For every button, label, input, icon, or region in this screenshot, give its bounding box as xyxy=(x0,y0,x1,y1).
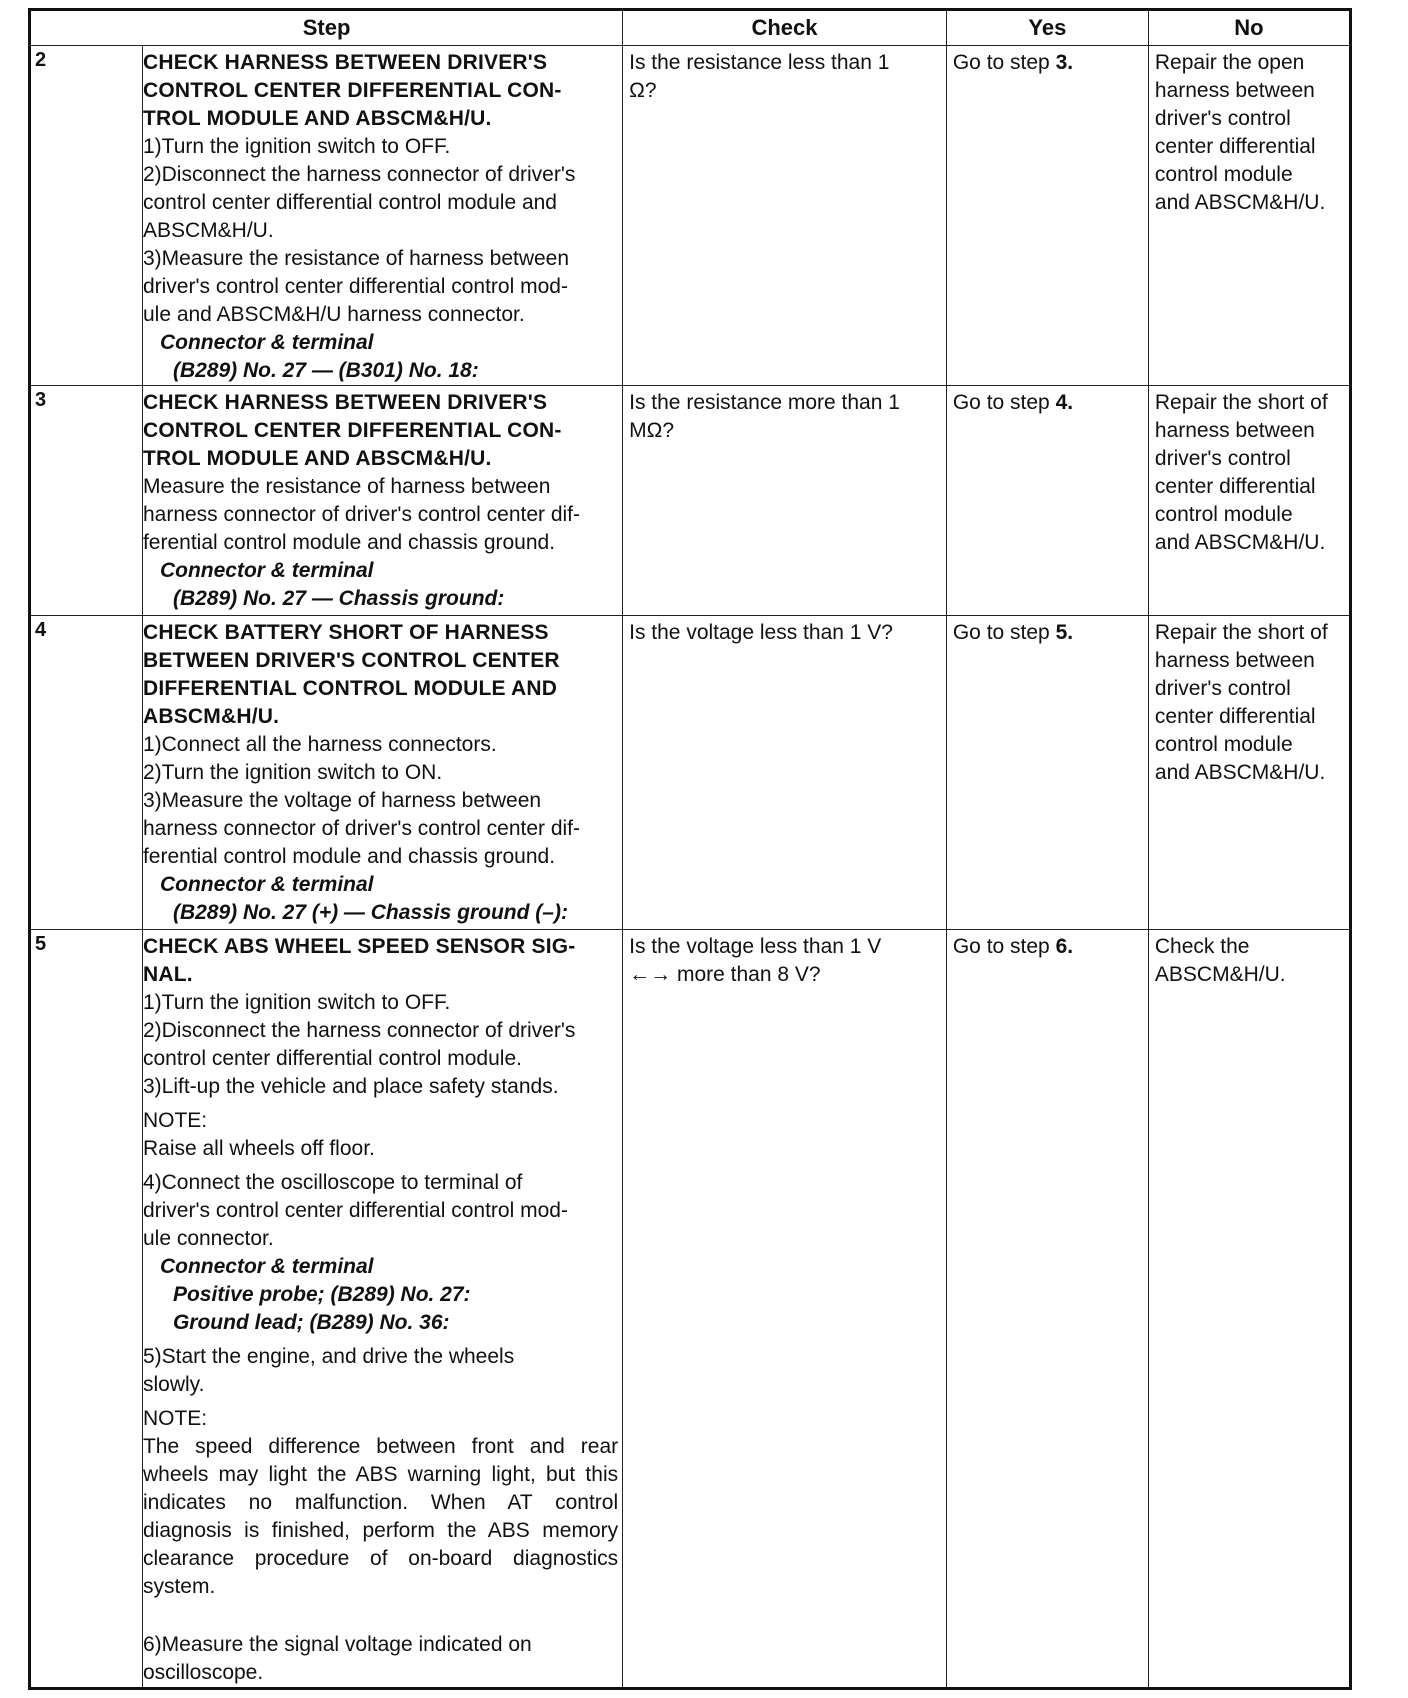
step-text-line: 2)Disconnect the harness connector of driver's xyxy=(142,163,576,186)
step-text-line: 4)Connect the oscilloscope to terminal of xyxy=(142,1171,523,1194)
yes-prefix: Go to step xyxy=(952,51,1056,74)
step-text-line: Measure the resistance of harness between xyxy=(142,475,551,498)
connector-terminal-spec: (B289) No. 27 — (B301) No. 18: xyxy=(172,359,479,382)
step-text-line: ule and ABSCM&H/U harness connector. xyxy=(142,303,525,326)
step-text-line: ferential control module and chassis ground. xyxy=(142,531,556,554)
step-text-line: ABSCM&H/U. xyxy=(142,219,274,242)
step-description xyxy=(142,616,622,930)
step-text-line: driver's control center differential control mod- xyxy=(142,1199,568,1222)
connector-terminal-spec: Positive probe; (B289) No. 27: xyxy=(172,1283,471,1306)
no-line: Check the xyxy=(1154,935,1250,958)
step-text-line: 1)Connect all the harness connectors. xyxy=(142,733,497,756)
connector-terminal-spec: (B289) No. 27 — Chassis ground: xyxy=(172,587,505,610)
step-text-line: 2)Turn the ignition switch to ON. xyxy=(142,761,443,784)
step-title-line: CONTROL CENTER DIFFERENTIAL CON- xyxy=(142,419,562,442)
yes-cell xyxy=(946,386,1148,616)
yes-cell xyxy=(946,616,1148,930)
yes-cell xyxy=(946,930,1148,1689)
no-cell xyxy=(1148,930,1350,1689)
header-no: No xyxy=(1148,10,1350,46)
no-line: Repair the open xyxy=(1154,51,1305,74)
step-title-line: BETWEEN DRIVER'S CONTROL CENTER xyxy=(142,649,560,672)
connector-terminal-label: Connector & terminal xyxy=(159,1255,374,1278)
step-text-line: 1)Turn the ignition switch to OFF. xyxy=(142,991,451,1014)
header-step: Step xyxy=(30,10,623,46)
step-text-line: 6)Measure the signal voltage indicated on xyxy=(142,1633,532,1656)
no-line: and ABSCM&H/U. xyxy=(1154,531,1326,554)
connector-terminal-spec: Ground lead; (B289) No. 36: xyxy=(172,1311,450,1334)
header-check: Check xyxy=(623,10,947,46)
no-line: driver's control xyxy=(1154,677,1291,700)
yes-step-ref: 6. xyxy=(1055,935,1074,958)
step-text-line: control center differential control module. xyxy=(142,1047,522,1070)
connector-terminal-spec: (B289) No. 27 (+) — Chassis ground (–): xyxy=(172,901,568,924)
connector-terminal-label: Connector & terminal xyxy=(159,331,374,354)
no-line: and ABSCM&H/U. xyxy=(1154,191,1326,214)
connector-terminal-label: Connector & terminal xyxy=(159,559,374,582)
step-text-line: ule connector. xyxy=(142,1227,274,1250)
no-line: center differential xyxy=(1154,705,1316,728)
yes-prefix: Go to step xyxy=(952,935,1056,958)
step-text-line: driver's control center differential control mod- xyxy=(142,275,568,298)
no-cell xyxy=(1148,616,1350,930)
no-line: and ABSCM&H/U. xyxy=(1154,761,1326,784)
step-number: 4 xyxy=(30,616,143,930)
check-line: MΩ? xyxy=(629,419,674,442)
no-line: harness between xyxy=(1154,649,1315,672)
step-title-line: DIFFERENTIAL CONTROL MODULE AND xyxy=(142,677,558,700)
table-row xyxy=(30,616,1351,930)
step-number: 3 xyxy=(30,386,143,616)
step-description xyxy=(142,386,622,616)
step-text-line: oscilloscope. xyxy=(142,1661,264,1684)
step-text-line: 3)Lift-up the vehicle and place safety stands. xyxy=(142,1075,559,1098)
no-line: Repair the short of xyxy=(1154,391,1328,414)
no-cell xyxy=(1148,46,1350,386)
note-label: NOTE: xyxy=(142,1407,208,1430)
yes-prefix: Go to step xyxy=(952,621,1056,644)
step-title-line: CONTROL CENTER DIFFERENTIAL CON- xyxy=(142,79,562,102)
no-line: control module xyxy=(1154,503,1293,526)
step-description xyxy=(142,46,622,386)
check-line: ←→ more than 8 V? xyxy=(629,963,821,986)
step-number: 2 xyxy=(30,46,143,386)
check-line: Is the voltage less than 1 V? xyxy=(629,621,893,644)
yes-step-ref: 3. xyxy=(1055,51,1074,74)
step-text-line: control center differential control module and xyxy=(142,191,557,214)
check-line: Ω? xyxy=(629,79,657,102)
no-line: center differential xyxy=(1154,135,1316,158)
step-text-line: 3)Measure the voltage of harness between xyxy=(142,789,542,812)
step-text-line: slowly. xyxy=(142,1373,205,1396)
note-text: The speed difference between front and rear wheels may light the ABS warning light, but this indicates no malfunction. When AT control diagnosis is finished, perform the ABS memory clearance procedure of on-board diagnostics system. xyxy=(142,1435,619,1598)
check-cell xyxy=(623,930,947,1689)
step-title-line: CHECK ABS WHEEL SPEED SENSOR SIG- xyxy=(142,935,576,958)
check-cell xyxy=(623,46,947,386)
yes-cell xyxy=(946,46,1148,386)
step-title-line: ABSCM&H/U. xyxy=(142,705,280,728)
no-line: center differential xyxy=(1154,475,1316,498)
table-row xyxy=(30,386,1351,616)
yes-prefix: Go to step xyxy=(952,391,1056,414)
step-title-line: CHECK HARNESS BETWEEN DRIVER'S xyxy=(142,391,548,414)
step-title-line: CHECK BATTERY SHORT OF HARNESS xyxy=(142,621,549,644)
step-text-line: 3)Measure the resistance of harness between xyxy=(142,247,570,270)
diagnostic-table xyxy=(28,8,1352,1690)
step-text-line: 1)Turn the ignition switch to OFF. xyxy=(142,135,451,158)
step-text-line: harness connector of driver's control center dif- xyxy=(142,503,581,526)
step-title-line: TROL MODULE AND ABSCM&H/U. xyxy=(142,107,492,130)
step-title-line: NAL. xyxy=(142,963,193,986)
table-row xyxy=(30,46,1351,386)
no-line: control module xyxy=(1154,733,1293,756)
no-line: harness between xyxy=(1154,79,1315,102)
note-text: Raise all wheels off floor. xyxy=(142,1137,375,1160)
no-line: Repair the short of xyxy=(1154,621,1328,644)
table-row xyxy=(30,930,1351,1689)
step-description xyxy=(142,930,622,1689)
step-title-line: CHECK HARNESS BETWEEN DRIVER'S xyxy=(142,51,548,74)
yes-step-ref: 5. xyxy=(1055,621,1074,644)
no-line: harness between xyxy=(1154,419,1315,442)
check-line: Is the voltage less than 1 V xyxy=(629,935,882,958)
step-text-line: harness connector of driver's control center dif- xyxy=(142,817,581,840)
check-cell xyxy=(623,616,947,930)
step-text-line: 5)Start the engine, and drive the wheels xyxy=(142,1345,515,1368)
no-line: control module xyxy=(1154,163,1293,186)
no-cell xyxy=(1148,386,1350,616)
step-title-line: TROL MODULE AND ABSCM&H/U. xyxy=(142,447,492,470)
check-cell xyxy=(623,386,947,616)
step-text-line: ferential control module and chassis ground. xyxy=(142,845,556,868)
no-line: driver's control xyxy=(1154,107,1291,130)
step-number: 5 xyxy=(30,930,143,1689)
no-line: driver's control xyxy=(1154,447,1291,470)
header-row xyxy=(30,10,1351,46)
connector-terminal-label: Connector & terminal xyxy=(159,873,374,896)
check-line: Is the resistance less than 1 xyxy=(629,51,890,74)
note-label: NOTE: xyxy=(142,1109,208,1132)
yes-step-ref: 4. xyxy=(1055,391,1074,414)
header-yes: Yes xyxy=(946,10,1148,46)
no-line: ABSCM&H/U. xyxy=(1154,963,1286,986)
check-line: Is the resistance more than 1 xyxy=(629,391,900,414)
step-text-line: 2)Disconnect the harness connector of driver's xyxy=(142,1019,576,1042)
